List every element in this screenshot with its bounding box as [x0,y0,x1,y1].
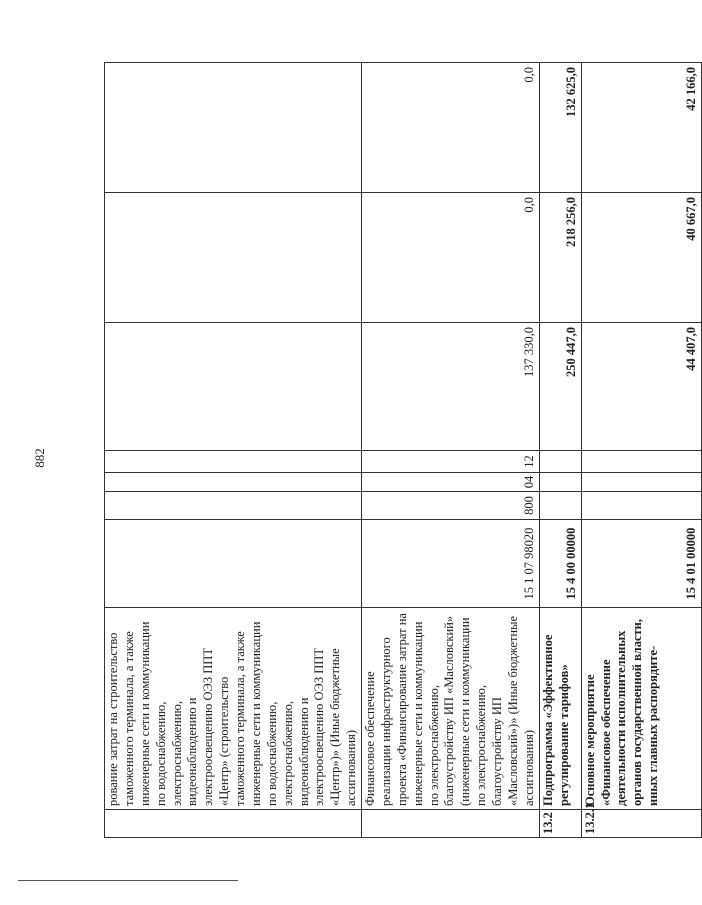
target-article-code-cell: 15 4 00 00000 [539,520,581,608]
amount-year-3-cell: 42 166,0 [581,63,701,193]
rotated-table-container [104,63,698,838]
section-cell [105,473,362,492]
table-row [581,63,701,838]
row-number-cell [362,810,540,838]
row-number-cell: 13.2.1 [581,810,701,838]
expense-type-cell [539,492,581,520]
expense-type-cell: 800 [362,492,540,520]
table-row [362,63,540,838]
amount-year-2-cell [105,193,362,323]
amount-year-2-cell: 218 256,0 [539,193,581,323]
section-cell: 04 [362,473,540,492]
footer-rule [18,880,238,881]
target-article-code-cell: 15 4 01 00000 [581,520,701,608]
table-row [105,63,362,838]
subsection-cell [581,451,701,473]
page-number: 882 [32,448,47,468]
amount-year-3-cell: 132 625,0 [539,63,581,193]
amount-year-1-cell: 44 407,0 [581,323,701,451]
row-number-cell [105,810,362,838]
amount-year-1-cell [105,323,362,451]
target-article-code-cell [105,520,362,608]
section-cell [539,473,581,492]
table-row [539,63,581,838]
row-name-cell: рование затрат на строительство таможенного терминала, а также инженерные сети и коммуникации по водоснабжению, электроснабжению, видеонаблюдению и электроосвещению ОЭЗ ППТ «Центр» (строительство таможенного терминала, а также инженерные сети и коммуникации по водоснабжению, электроснабжению, видеонаблюдению и электроосвещению ОЭЗ ППТ «Центр»)» (Иные бюджетные ассигнования) [105,608,362,810]
subsection-cell [539,451,581,473]
row-name-cell: Подпрограмма «Эффективное регулирование тарифов» [539,608,581,810]
expense-type-cell [105,492,362,520]
target-article-code-cell: 15 1 07 98020 [362,520,540,608]
amount-year-3-cell: 0,0 [362,63,540,193]
amount-year-1-cell: 250 447,0 [539,323,581,451]
row-name-cell: Финансовое обеспечение реализации инфраструктурного проекта «Финансирование затрат на инженерные сети и коммуникации по электроснабжению, благоустройству ИП «Масловский» (инженерные сети и коммуникации по электроснабжению, благоустройству ИП «Масловский»)» (Иные бюджетные ассигнования) [362,608,540,810]
amount-year-2-cell: 0,0 [362,193,540,323]
row-number-cell: 13.2 [539,810,581,838]
subsection-cell: 12 [362,451,540,473]
amount-year-2-cell: 40 667,0 [581,193,701,323]
amount-year-1-cell: 137 330,0 [362,323,540,451]
row-name-cell: Основное мероприятие «Финансовое обеспечение деятельности исполнительных органов государственной власти, иных главных распорядите- [581,608,701,810]
budget-table [104,62,702,838]
amount-year-3-cell [105,63,362,193]
subsection-cell [105,451,362,473]
section-cell [581,473,701,492]
expense-type-cell [581,492,701,520]
